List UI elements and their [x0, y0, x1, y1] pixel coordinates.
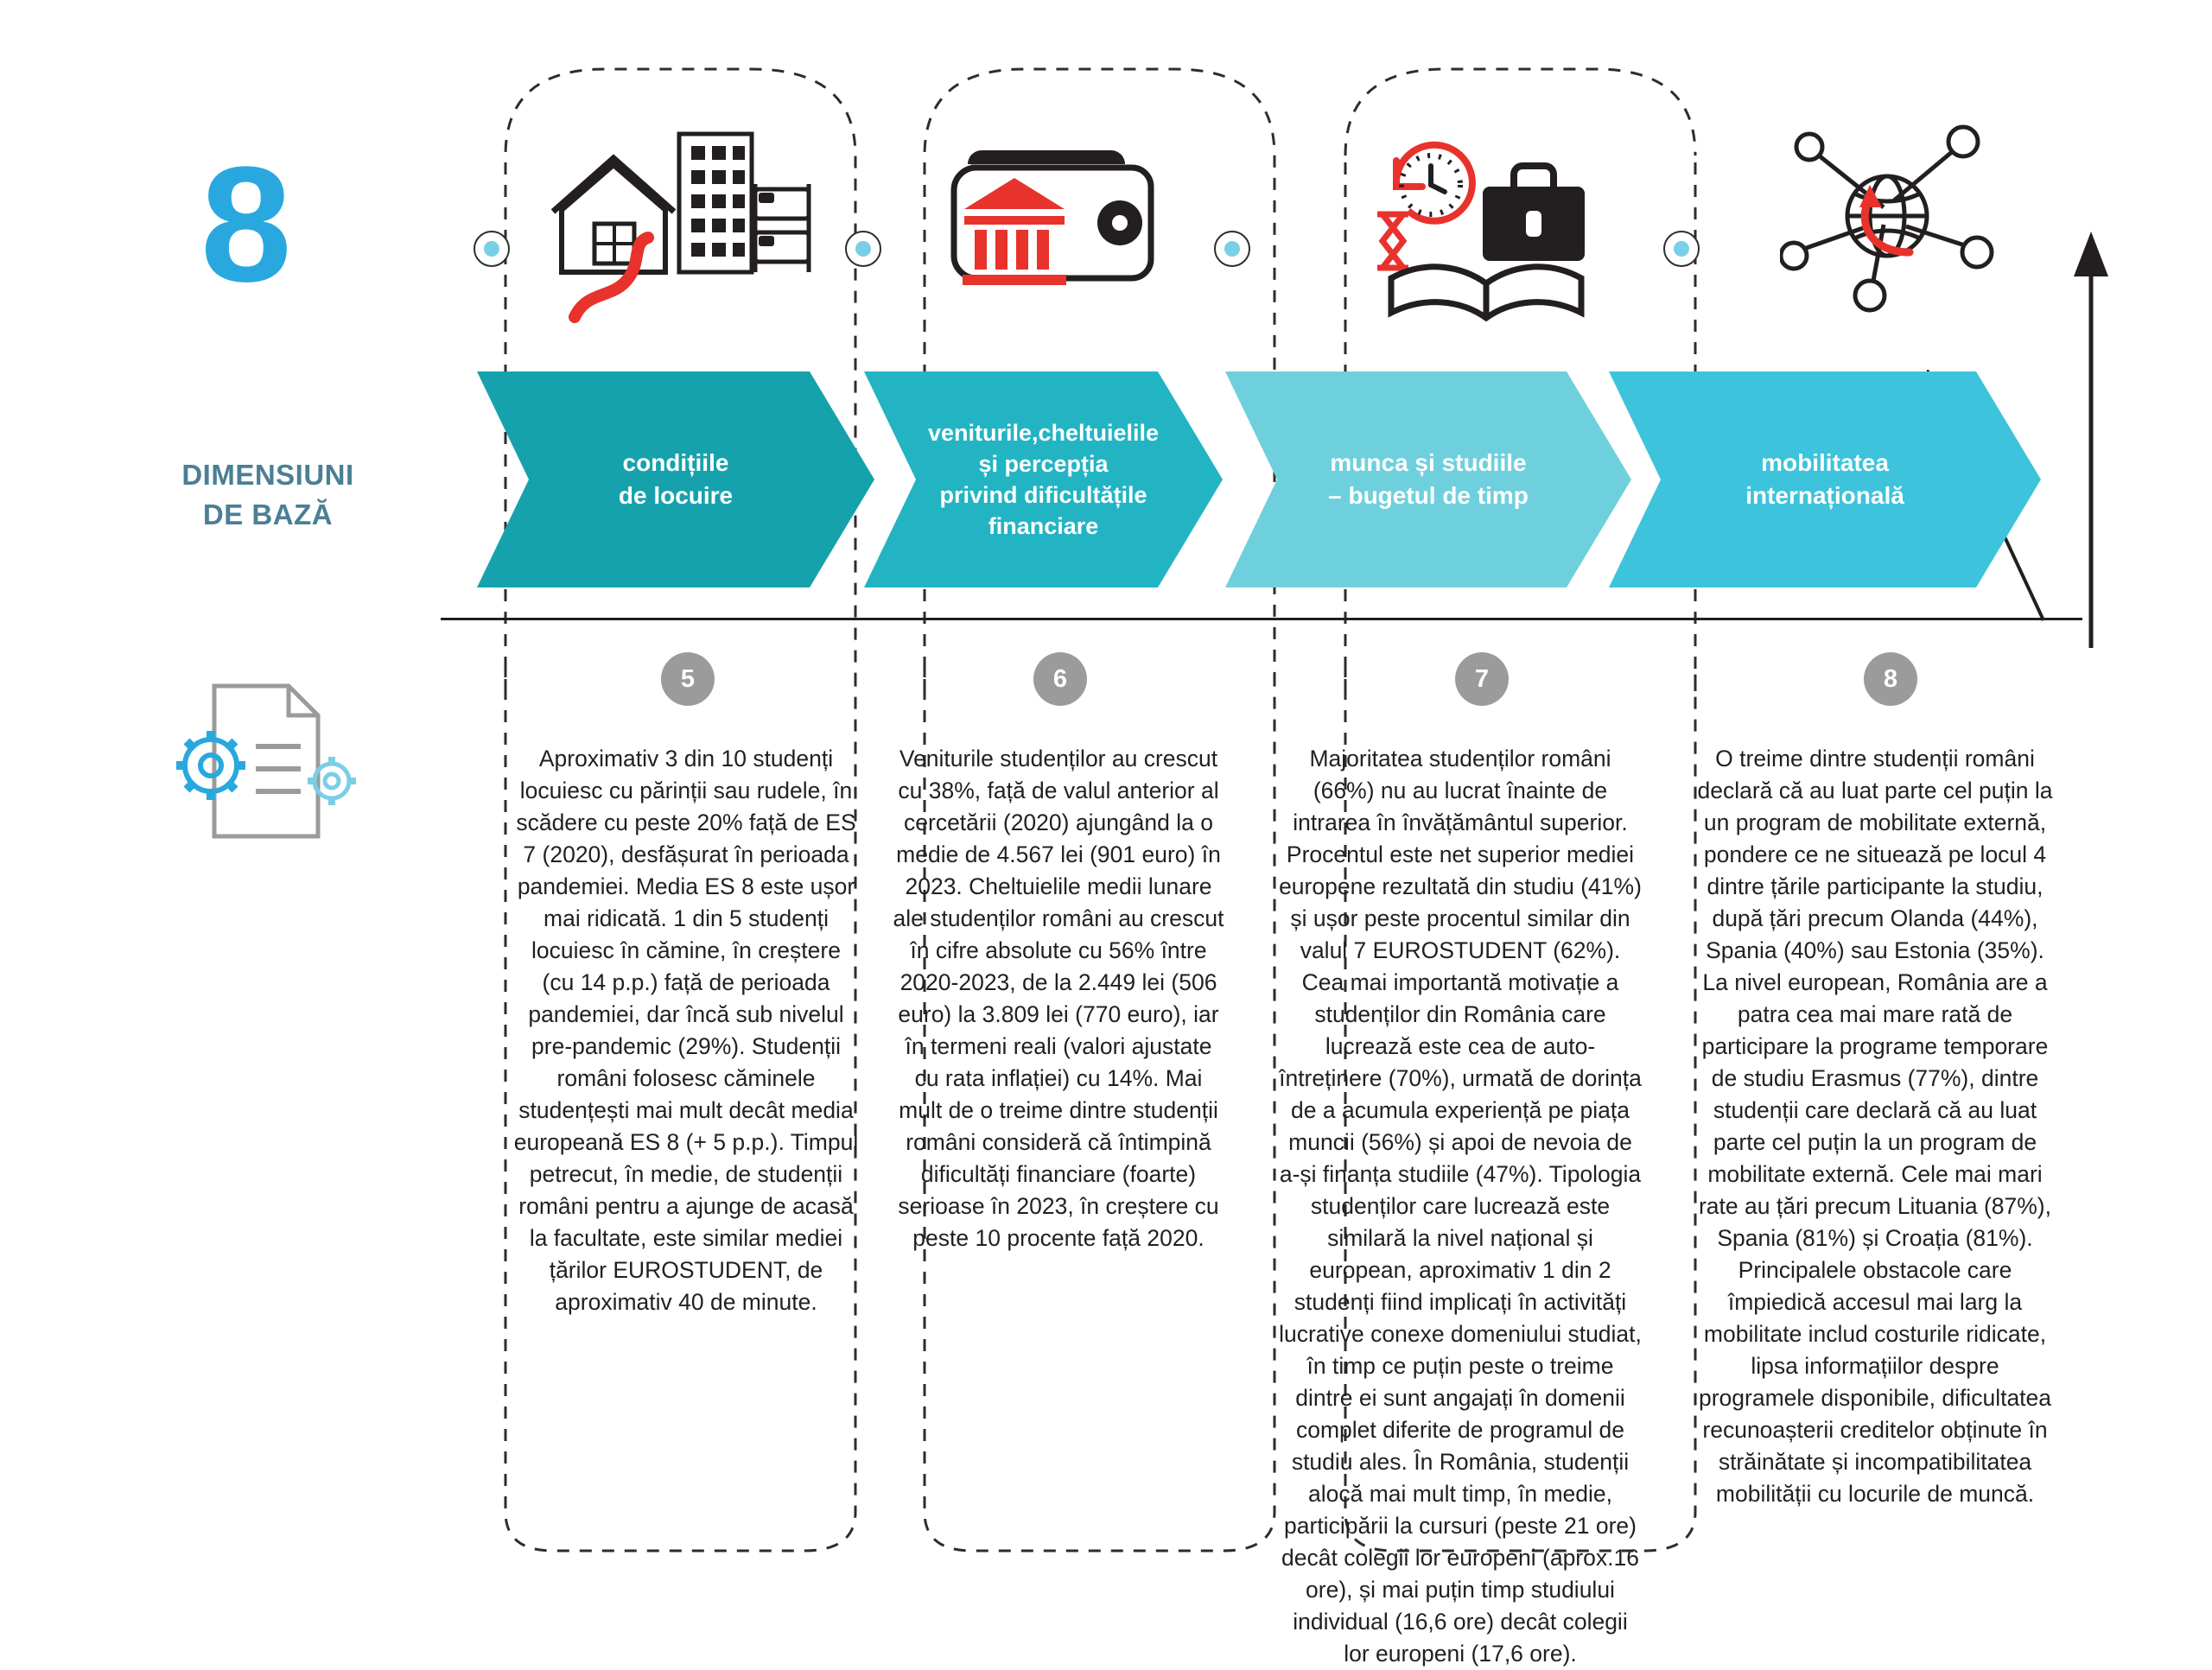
ribbon-1-label: condițiile de locuire — [618, 449, 734, 509]
connector-dot-2 — [845, 231, 881, 267]
page-number: 8 — [200, 133, 289, 316]
step-circle-7-label: 7 — [1474, 664, 1490, 693]
document-gears-icon — [147, 674, 397, 847]
connector-dot-3-inner — [1224, 241, 1240, 257]
globe-network-icon — [1780, 121, 1996, 320]
description-column-5: Aproximativ 3 din 10 studenți locuiesc cu părinții sau rudele, în scădere cu peste 20% față de ES 7 (2020), desfășurat în perioada pandemiei. Media ES 8 este ușor mai ridicată. 1 din 5 studenți locuiesc în cămine, în creștere (cu 14 p.p.) față de perioada pandemiei, dar încă sub nivelul pre-pandemic (29%). Studenții români folosesc căminele studențești mai mult decât media europeană ES 8 (+ 5 p.p.). Timpul petrecut, în medie, de studenții români pentru a ajunge de acasă la facultate, este similar mediei țărilor EUROSTUDENT, de aproximativ 40 de minute. — [513, 746, 859, 1315]
ribbon-mobilitatea-internationala[interactable] — [1609, 371, 2041, 587]
step-circle-5-label: 5 — [680, 664, 696, 693]
connector-dot-1-inner — [484, 241, 499, 257]
book-briefcase-clock-icon — [1365, 121, 1624, 337]
page-title-line2: DE BAZĂ — [202, 498, 334, 530]
ribbon-munca-si-studiile[interactable] — [1225, 371, 1631, 587]
step-circle-8 — [1864, 652, 1917, 706]
step-circle-6-label: 6 — [1052, 664, 1068, 693]
description-column-6: Veniturile studenților au crescut cu 38%, față de valul anterior al cercetării (2020) ajungând la o medie de 4.567 lei (901 euro) în 2023. Cheltuielile medii lunare ale studenților români au crescut în cifre absolute cu 56% între 2020-2023, de la 2.449 lei (506 euro) la 3.809 lei (770 euro), iar în termeni reali (valori ajustate cu rata inflației) cu 14%. Mai mult de o treime dintre studenții români consideră că întimpină dificultăți financiare (foarte) serioase în 2023, în creștere cu peste 10 procente față 2020. — [893, 746, 1224, 1251]
step-circle-7 — [1455, 652, 1509, 706]
step-circle-8-label: 8 — [1883, 664, 1898, 693]
description-column-8: O treime dintre studenții români declară că au luat parte cel puțin la un program de mobilitate externă, pondere ce ne situează pe locul 4 dintre țările participante la studiu, după țări precum Olanda (44%), Spania (40%) sau Estonia (35%). La nivel european, România are a patra cea mai mare rată de participare la programe temporare de studiu Erasmus (77%), dintre studenții care declară că au luat parte cel puțin la un program de mobilitate externă. Cele mai mari rate au țări precum Lituania (87%), Spania (81%) și Croația (81%). Principalele obstacole care împiedică accesul mai larg la mobilitate includ costurile ridicate, lipsa informațiilor despre programele disponibile, dificultatea recunoașterii creditelor obținute în străinătate și incompatibilitatea mobilității cu locurile de muncă. — [1697, 746, 2053, 1507]
description-column-7: Majoritatea studenților români (66%) nu au lucrat înainte de intrarea în învățământul superior. Procentul este net superior mediei europene rezultată din studiu (41%) și ușor peste procentul similar din valul 7 EUROSTUDENT (62%). Cea mai importantă motivație a studenților din România care lucrează este cea de auto-întreținere (70%), urmată de dorința de a acumula experiență pe piața muncii (56%) și apoi de nevoia de a-și finanța studiile (47%). Tipologia studenților care lucrează este similară la nivel național și european, aproximativ 1 din 2 studenți fiind implicați în activități lucrative conexe domeniului studiat, în timp ce puțin peste o treime dintre ei sunt angajați în domenii complet diferite de programul de studiu ales. În România, studenții alocă mai mult timp, în medie, participării la cursuri (peste 21 ore) decât colegii lor europeni (aprox.16 ore), și mai puțin timp studiului individual (16,6 ore) decât colegii lor europeni (17,6 ore). — [1279, 746, 1642, 1667]
connector-dot-3 — [1214, 231, 1250, 267]
ribbon-4-label: mobilitatea internațională — [1745, 449, 1904, 509]
connector-dot-4-inner — [1674, 241, 1689, 257]
bank-wallet-icon — [950, 130, 1175, 311]
house-bunkbed-icon — [527, 117, 812, 333]
ribbon-row — [0, 371, 2212, 596]
connector-dot-4 — [1663, 231, 1700, 267]
connector-dot-1 — [474, 231, 510, 267]
baseline-rule — [441, 618, 2082, 620]
page-title-line1: DIMENSIUNI — [181, 459, 354, 491]
connector-dot-2-inner — [855, 241, 871, 257]
ribbon-3-label: munca și studiile – bugetul de timp — [1328, 449, 1529, 509]
step-circle-5 — [661, 652, 715, 706]
ribbon-2-label: veniturile,cheltuielile și percepția privind dificultățile financiare — [927, 420, 1160, 539]
ribbon-conditiile-de-locuire[interactable] — [477, 371, 874, 587]
step-circle-6 — [1033, 652, 1087, 706]
ribbon-veniturile-cheltuielile[interactable] — [864, 371, 1223, 587]
